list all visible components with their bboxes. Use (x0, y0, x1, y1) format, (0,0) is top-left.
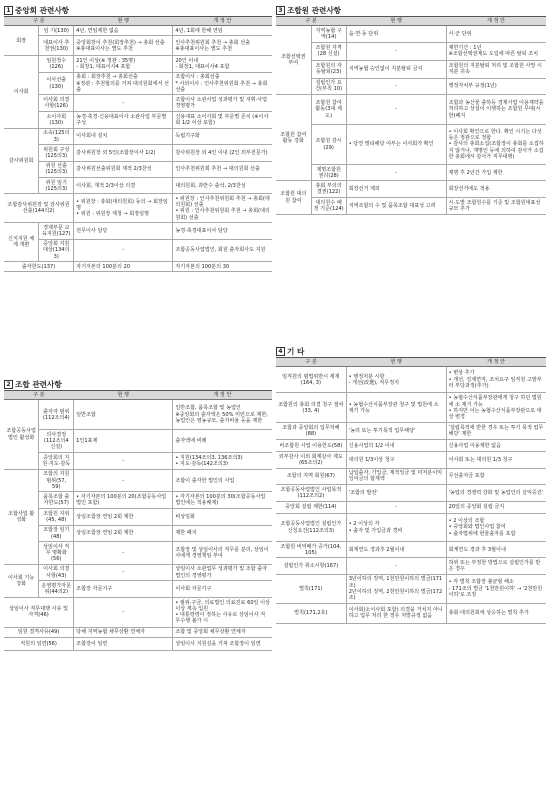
row-item: 이사회 의결사항(43) (39, 564, 74, 580)
row-item: 운영평가자문위(44의2) (39, 581, 74, 597)
table-row (4, 95, 272, 111)
row-proposed: 조합원의 지분탈퇴 처리 및 조합원 사망 시 지분 귀속 (446, 60, 546, 78)
row-proposed: 회계연도 경과 후 3월이내 (446, 542, 546, 558)
table-row (4, 627, 272, 637)
table-row (276, 42, 546, 60)
row-current: 감사위원선출위원회 재적 2/3찬성 (74, 161, 173, 177)
row-current: 지역농협 승인없이 지분탈퇴 금지 (346, 60, 446, 78)
section-number: 4 (276, 347, 285, 356)
header-proposed: 개 정 안 (173, 17, 272, 26)
section-title (276, 345, 546, 357)
row-proposed: 이사회 자문기구 (173, 581, 272, 597)
row-current: - (74, 239, 173, 262)
header-category: 구 분 (4, 391, 74, 400)
table-row (276, 26, 546, 42)
header-proposed: 개 정 안 (446, 17, 546, 26)
section-number: 2 (4, 380, 13, 389)
table-row (4, 637, 272, 650)
row-proposed: 조합장 및 상임이사의 직무를 분리, 상임이사에게 경영책임 부여 (173, 542, 272, 565)
row-proposed: 행정자치부 규정(1년) (446, 78, 546, 94)
row-proposed: 출자액에 비례 (173, 430, 272, 453)
row-item: 소이사회(130) (39, 111, 74, 128)
row-current: 이사회내 설치 (74, 128, 173, 144)
table-row (276, 78, 546, 94)
row-current: 자기자본의 100분의 20 (74, 262, 173, 272)
section-s4 (276, 345, 546, 624)
section-s1 (4, 4, 272, 272)
row-item: 조합원 지위(45, 48) (39, 509, 74, 525)
table-row (4, 111, 272, 128)
row-proposed: 회장선거에도 적용 (446, 181, 546, 197)
row-proposed: 시·도별 조합원수를 기준 및 조합원대표성 규모 추가 (446, 197, 546, 214)
row-current: - (74, 452, 173, 469)
row-category: 벌칙(171,2호) (276, 603, 346, 623)
left-column (4, 4, 272, 655)
row-item: 지역농협 구역(14) (311, 26, 346, 42)
table-row (4, 262, 272, 272)
row-proposed: 조합공동사업법인, 회원 출자회사도 지원 (173, 239, 272, 262)
row-group: 이사회 기능 강화 (4, 564, 39, 597)
table-row (276, 393, 546, 423)
row-group: 조합사업 활성화 (4, 469, 39, 564)
row-item: 중앙회의 지원·지도·감독 (39, 452, 74, 469)
table-row (4, 581, 272, 597)
row-group: 조합원 대의원 참여 (276, 181, 311, 214)
row-proposed: • 농협수산식품부장관에게 청구 하던 법원에 소 제기 가능 • 하지만 이는 농협수산식품부장관으로 대상 변경 (446, 393, 546, 423)
row-proposed: 일반조합, 품목조합 및 농업인 ※중앙회의 출자액은 50% 미만으로 제한, 농업인은 영농규모, 출자비율 등을 제한 (173, 400, 272, 430)
table-row (4, 145, 272, 161)
table-row (4, 400, 272, 430)
row-proposed: 독립기구화 (173, 128, 272, 144)
row-category: 조합공동사업법인 설립인가 신청요건(112조의3) (276, 514, 346, 542)
row-category: 조합원 비익배가 증가(104, 105) (276, 542, 346, 558)
row-proposed: '설립목적에 반한 경우 또는 투기 목적 업무해당' 제한 (446, 423, 546, 440)
row-current: - (346, 78, 446, 94)
right-column (276, 4, 546, 628)
row-current: • 2 이상의 자 • 출자 및 가입금과 경비 (346, 514, 446, 542)
table-row (276, 60, 546, 78)
row-proposed: 제한기간 : 1년 ※조합선택권제도 도입에 따른 탈퇴 조치 (446, 42, 546, 60)
table-row (276, 367, 546, 393)
row-proposed: 자기자본의 100분의 30 (173, 262, 272, 272)
row-item: 대표이사 추천권(130) (39, 36, 74, 56)
table-row (4, 128, 272, 144)
section-title (4, 378, 272, 390)
row-current: '조합의 발전' (346, 485, 446, 502)
row-current: 회장선거 제외 (346, 181, 446, 197)
table-row (276, 125, 546, 165)
row-current: 이사회, 재적 2/3이상 의결 (74, 178, 173, 194)
row-item: 경제부문 교육지원(127) (39, 223, 74, 239)
row-item: 제명조합원 권리(28) (311, 165, 346, 181)
row-group: 이사회 (4, 56, 39, 128)
row-current: - (346, 502, 446, 514)
table-row (276, 574, 546, 603)
row-proposed: 상임이사 지원실을 거쳐 조합장이 임면 (173, 637, 272, 650)
row-current: 회계연도 경과후 2월이내 (346, 542, 446, 558)
table-row (4, 509, 272, 525)
row-proposed: • 각 벌칙 조합장 불균형 해소 - 171조의 벌금 '1천만원이하' → '2천만원이하'로 조정 (446, 574, 546, 603)
row-current: 당해 지역농협 채무상환 연체자 (74, 627, 173, 637)
row-category: 조합의 지역 회원(67) (276, 468, 346, 484)
row-current: - (346, 95, 446, 125)
table-row (4, 452, 272, 469)
table-header-row (276, 358, 546, 367)
header-current: 현 행 (346, 17, 446, 26)
row-category: 임원 결격사유(49) (4, 627, 74, 637)
row-current: 3년이하의 징역, 1천만원이하의 벌금(171조) 2년이하의 징역, 2천만원이하의 벌금(172조) (346, 574, 446, 603)
row-current: '농리 또는 투기목적 업무해당' (346, 423, 446, 440)
table-row (4, 492, 272, 509)
section-title (4, 4, 272, 16)
row-group: 회장 (4, 26, 39, 56)
row-proposed: • 2 이상의 조합 • 중앙회와 법인사업 참여 • 출자법위에 현물출자를 포함 (446, 514, 546, 542)
row-current: - (346, 165, 446, 181)
table-row (276, 181, 546, 197)
table-row (4, 194, 272, 223)
row-current: 조합장 자문기구 (74, 581, 173, 597)
row-item: 품목조합 출자한도(57) (39, 492, 74, 509)
table-row (4, 525, 272, 541)
row-current: - (74, 564, 173, 580)
row-group: 조합공동사업법인 활성화 (4, 400, 39, 470)
row-item: 상임이사 직무 명확화(56) (39, 542, 74, 565)
row-item: 임원정수(126) (39, 56, 74, 72)
section-table (276, 357, 546, 624)
row-proposed: • 위원장 : 인사추천위원회 추천 → 총회(대의원회) 선출 • 위원 : 인사추천위원회 추천 → 총회(대의원회) 선출 (173, 194, 272, 223)
row-category: 외부감사 이외 회계감사 제도(65조의2) (276, 452, 346, 468)
row-current: 일반조합 (74, 400, 173, 430)
table-row (4, 430, 272, 453)
table-row (4, 469, 272, 492)
table-row (4, 597, 272, 627)
row-category: 조합원의 총회 의결 청구 절차(33, 4) (276, 393, 346, 423)
row-item: 이사회 의결사항(126) (39, 95, 74, 111)
row-item: 임 기(130) (39, 26, 74, 36)
row-current: 전무이사 담당 (74, 223, 173, 239)
row-current: • 행정처분 시항 - 개선(改選), 직무정지 (346, 367, 446, 393)
row-proposed: 신용사업 이용제한 없음 (446, 440, 546, 452)
table-row (276, 468, 546, 484)
row-proposed: 조합이 출자한 법인의 사업 (173, 469, 272, 492)
row-current: - (346, 558, 446, 574)
row-proposed: • 변상 추가 • 개선, 징계면직, 조치요구 임직원 고발부터 부당과징(추가) (446, 367, 546, 393)
row-current: 21인 이상(※ 정관 : 35명) - 회장1, 대표이사4 포함 (74, 56, 173, 72)
row-item: 이사선출(130) (39, 72, 74, 95)
row-group: 신지지원 체계 개편 (4, 223, 39, 262)
row-current: - (74, 542, 173, 565)
table-row (4, 223, 272, 239)
row-proposed: 총회·대의원회에 상응하는 벌칙 추가 (446, 603, 546, 623)
row-proposed: 상임이사 소관업무 성과평가 및 조합 출자법인의 경영평가 (173, 564, 272, 580)
row-proposed: 감사위원장 외 4인 이내 (2인 외부전문가) (173, 145, 272, 161)
row-category: 중앙회 설립 제한(114) (276, 502, 346, 514)
table-row (4, 161, 272, 177)
row-current: - (346, 42, 446, 60)
table-row (276, 485, 546, 502)
row-proposed: 비상임화 (173, 509, 272, 525)
row-proposed: '농업의 경쟁력 강화 및 농업인의 실익증진' (446, 485, 546, 502)
row-proposed: 인사추천위원회 추천 → 대의원회 선출 (173, 161, 272, 177)
row-group: 조합선택권 부여 (276, 26, 311, 95)
table-row (276, 558, 546, 574)
row-current: 1인1표제 (74, 430, 173, 453)
section-title-text: 조합 관련사항 (15, 379, 62, 389)
row-proposed: 이사회 또는 대의원 1/3 청구 (446, 452, 546, 468)
row-current: • 농협수산식품부장관 청구 및 법원에 소 제기 가능 (346, 393, 446, 423)
row-proposed: • 궐위·구금, 의료법인 의료진료 60일 이상 이상 계속 입원 • 대통령령이 정하는 사유로 상임이사 직무수행 불가 시 (173, 597, 272, 627)
row-item: 위원 임기(125의3) (39, 178, 74, 194)
row-category: 조합감사위원장 및 감사위원 선출(144의2) (4, 194, 74, 223)
row-group: 감사위원회 (4, 128, 39, 194)
row-current: 신용사업의 1/2 이내 (346, 440, 446, 452)
row-current: 상임조합장 연임 2회 제한 (74, 509, 173, 525)
row-proposed: 인사추천위원회 추천 → 총회 선출 ※총대표이사는 별도 추천 (173, 36, 272, 56)
row-proposed: 조합 및 중앙회 채무상환 연체자 (173, 627, 272, 637)
row-category: 설립인가 취소시항(167) (276, 558, 346, 574)
row-proposed: 대의원회, 과반수 출석, 2/3찬성 (173, 178, 272, 194)
row-category: 조합공동사업법인 사업목적(112조의2) (276, 485, 346, 502)
row-item: 조합원 참여 활동(3대 제도) (311, 95, 346, 125)
header-current: 현 행 (74, 391, 173, 400)
row-current: 감사위원장 외 5인(조합장이사 1/2) (74, 145, 173, 161)
row-category: 출자한도(137) (4, 262, 74, 272)
section-title-text: 기 타 (287, 346, 305, 356)
row-proposed: 제한 폐지 (173, 525, 272, 541)
table-row (276, 502, 546, 514)
row-current: • 자기자본의 100분의 20(조합공동사업법인 포함) (74, 492, 173, 509)
table-row (276, 95, 546, 125)
table-row (276, 440, 546, 452)
row-proposed: 조합이사 : 총회선출 * 사외이사 : 인사추천위원회 추천 → 총회선출 (173, 72, 272, 95)
row-item: 조합원 감시(29) (311, 125, 346, 165)
header-category: 구 분 (4, 17, 74, 26)
table-row (276, 542, 546, 558)
table-row (4, 26, 272, 36)
header-category: 구 분 (276, 358, 346, 367)
row-current: 총회 : 회장추천 → 총회선출 ※정관 : 추천협의를 거쳐 대의원회에서 선출 (74, 72, 173, 95)
row-item: 의사결정(112조의4 신설) (39, 430, 74, 453)
row-proposed: 조합과 농산물 출하등 경제사업 이용제약을 처리하고 상설이 이행하는 조합원 무대(시한)폐지 (446, 95, 546, 125)
row-item: 대의원수 배정 기준(124) (311, 197, 346, 214)
table-row (276, 165, 546, 181)
section-title-text: 중앙회 관련사항 (15, 5, 69, 15)
section-table (4, 16, 272, 272)
table-row (4, 56, 272, 72)
section-s3 (276, 4, 546, 215)
row-proposed: 허위 또는 부정한 방법으로 설립인가를 받은 경우 (446, 558, 546, 574)
row-current: - (74, 95, 173, 111)
row-category: 비조합원 사업 이용한도(58) (276, 440, 346, 452)
row-current: 중앙회장이 추천(회장추천) → 총회 선출 ※총대표이사는 별도 추천 (74, 36, 173, 56)
section-number: 1 (4, 6, 13, 15)
table-header-row (4, 17, 272, 26)
row-item: 조합의 지원범위(57, 59) (39, 469, 74, 492)
row-current: 4년, 연임제한 없음 (74, 26, 173, 36)
row-item: 조합원 자격(28 신설) (311, 42, 346, 60)
row-proposed: 신용대표 소이사회 및 부문별 존치 (※이사회 1/2 이상 포함) (173, 111, 272, 128)
section-table (276, 16, 546, 215)
row-current: 지역조합의 수 및 품목조합 대표성 고려 (346, 197, 446, 214)
row-current: • 당연 멀티해당 여부는 이사회가 확인 (346, 125, 446, 165)
header-category: 구 분 (276, 17, 346, 26)
section-s2 (4, 378, 272, 651)
row-current: 대의원 1/3이상 청구 (346, 452, 446, 468)
table-row (276, 603, 546, 623)
row-current: 농경·축경·신용대표이사 소관사업 부문별 구성 (74, 111, 173, 128)
row-current: 읍·면·동 단위 (346, 26, 446, 42)
table-header-row (4, 391, 272, 400)
row-proposed: 무선출자금 포함 (446, 468, 546, 484)
row-current: 납입출자, 가입금, 제적잉금 및 미처분이익잉여금의 합계액 (346, 468, 446, 484)
row-current: 이사회(소이사회 포함) 의결을 거치지 아니하고 업무 처리 한 경우 처벌규정 없음 (346, 603, 446, 623)
section-table (4, 390, 272, 651)
row-proposed: 시·군 단위 (446, 26, 546, 42)
row-current: 상임조합장 연임 2회 제한 (74, 525, 173, 541)
row-item: 중앙회 지원대상(134의3) (39, 239, 74, 262)
row-item: 조합원의 자동탈퇴(23) (311, 60, 346, 78)
table-row (276, 197, 546, 214)
header-proposed: 개 정 안 (446, 358, 546, 367)
row-current: • 위원장 : 총회(대의원회) 동의 → 회장임명 • 위원 : 위원장 제청 → 회장임명 (74, 194, 173, 223)
row-item: 위원회 구성(125의3) (39, 145, 74, 161)
table-row (4, 564, 272, 580)
header-current: 현 행 (346, 358, 446, 367)
row-category: 벌칙(171) (276, 574, 346, 603)
row-proposed: • 자기자본의 100분의 30(조합공동사업법인에는 적용배제) (173, 492, 272, 509)
section-number: 3 (276, 6, 285, 15)
row-item: 조합장 임기(48) (39, 525, 74, 541)
table-row (276, 452, 546, 468)
table-row (4, 36, 272, 56)
row-proposed: 4년, 1회에 한해 연임 (173, 26, 272, 36)
row-proposed: 제명 후 2년간 가입 제한 (446, 165, 546, 181)
section-title (276, 4, 546, 16)
table-row (4, 178, 272, 194)
row-current: 조합장이 임면 (74, 637, 173, 650)
row-proposed: 조합이사 소관사업 성과평가 및 지휘·사업 경영평가 (173, 95, 272, 111)
row-item: 위원 선출(125의3) (39, 161, 74, 177)
section-title-text: 조합원 관련사항 (287, 5, 341, 15)
row-proposed: • 지원(134조의3, 136조의3) • 지도·감독(142조의3) (173, 452, 272, 469)
table-row (4, 239, 272, 262)
header-current: 현 행 (74, 17, 173, 26)
row-current: - (74, 469, 173, 492)
row-item: 출자자 범위(112조의4) (39, 400, 74, 430)
row-item: 총회 부의의결권(122) (311, 181, 346, 197)
row-category: 조합과 중앙회의 입무처해(88) (276, 423, 346, 440)
row-item: 설립인가 요건(부칙 10) (311, 78, 346, 94)
table-row (276, 514, 546, 542)
row-proposed: 20일의 중앙회 설립 금지 (446, 502, 546, 514)
table-row (4, 542, 272, 565)
row-proposed: 농경·축경대표이사 담당 (173, 223, 272, 239)
row-proposed: • 이사회 확인으로 한다. 확인 시기는 다섯 등은 정관으로 정함 • 감사의 총회소집(조합장이 총회를 소집하지 않거나, 재명인 등에 의하여 감사가 소집한 총회에서 감사가 직무대행) (446, 125, 546, 165)
row-proposed: 20인 이내 - 회장1, 대표이사4 포함 (173, 56, 272, 72)
table-row (4, 72, 272, 95)
table-header-row (276, 17, 546, 26)
row-category: 임직원의 범법위반시 제재(164, 3) (276, 367, 346, 393)
row-item: 소속(125의3) (39, 128, 74, 144)
table-row (276, 423, 546, 440)
row-current: - (74, 597, 173, 627)
row-group: 조합원 참여 활동 강화 (276, 95, 311, 181)
header-proposed: 개 정 안 (173, 391, 272, 400)
row-category: 상임이사 직무대행 사유 및 자격(46) (4, 597, 74, 627)
row-category: 직원의 임면(56) (4, 637, 74, 650)
